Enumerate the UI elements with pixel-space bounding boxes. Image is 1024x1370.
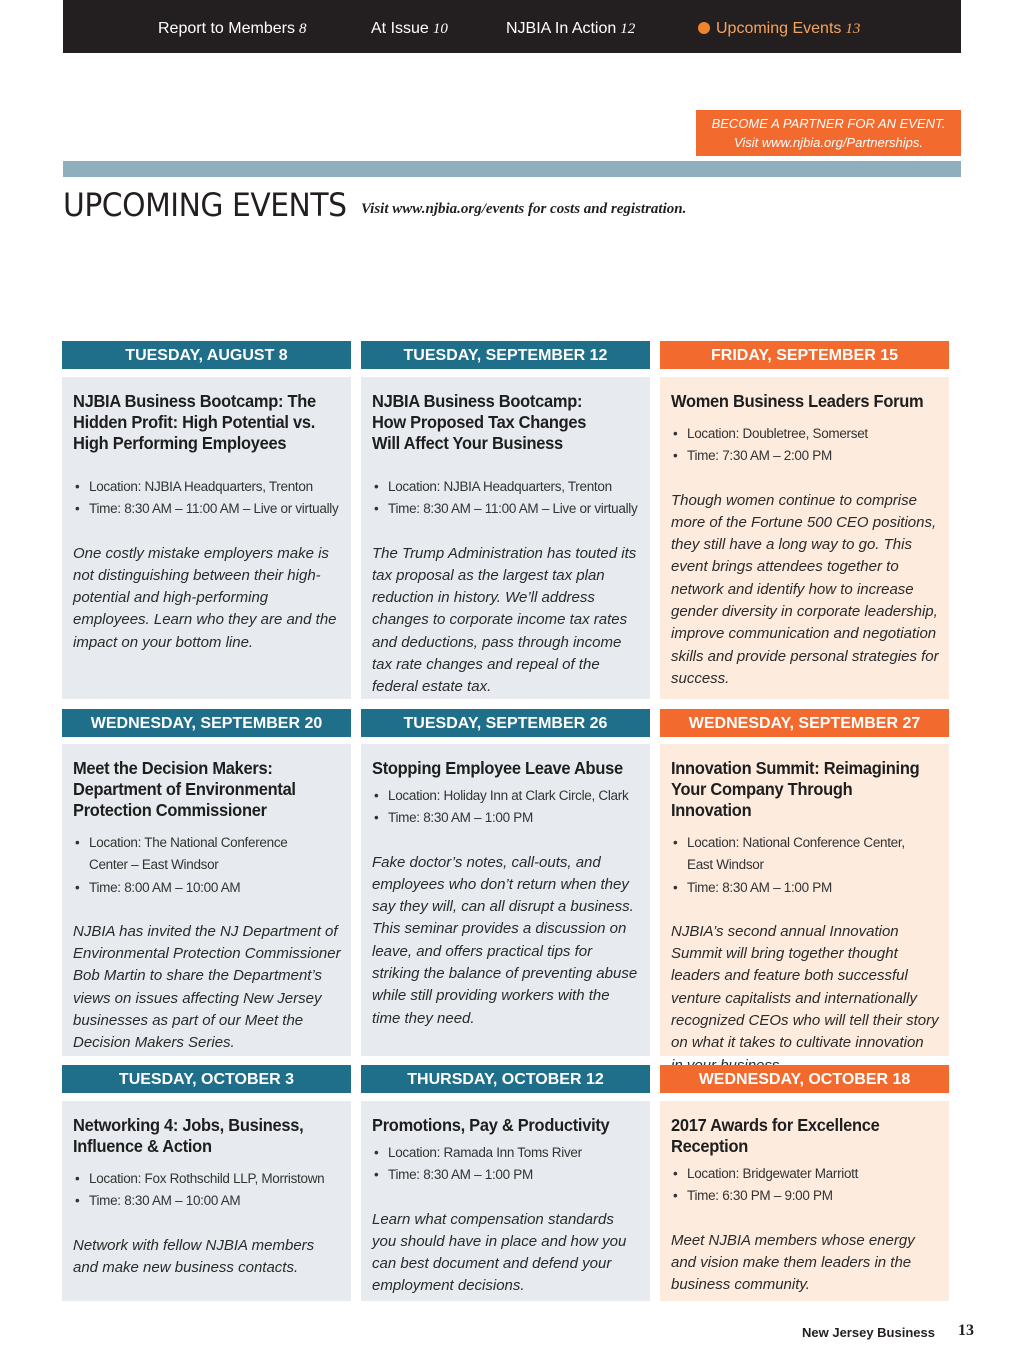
event-description: Network with fellow NJBIA members and make new business contacts. (73, 1236, 315, 1276)
event-location: • Location: NJBIA Headquarters, Trenton (372, 476, 640, 498)
event-card (361, 744, 650, 1056)
event-date: WEDNESDAY, OCTOBER 18 (660, 1065, 949, 1093)
nav-item-njbia-in-action[interactable] (506, 20, 635, 38)
event-title: NJBIA Business Bootcamp: The Hidden Profit: High Potential vs. High Performing Employees (73, 391, 316, 453)
event-time: • Time: 8:30 AM – 10:00 AM (73, 1190, 341, 1212)
event-time: • Time: 8:30 AM – 11:00 AM – Live or virtually (372, 498, 640, 520)
nav-page-number: 10 (432, 21, 448, 37)
event-card (660, 1101, 949, 1301)
event-location: • Location: Holiday Inn at Clark Circle, Clark (372, 785, 640, 807)
event-card (62, 744, 351, 1056)
event-time: • Time: 8:30 AM – 1:00 PM (372, 807, 640, 829)
nav-page-number: 8 (298, 21, 307, 37)
event-date: TUESDAY, OCTOBER 3 (62, 1065, 351, 1093)
event-details (671, 832, 939, 899)
event-card (660, 744, 949, 1056)
nav-item-at-issue[interactable] (371, 20, 448, 38)
nav-label: At Issue (371, 20, 429, 37)
top-navigation (63, 0, 961, 53)
section-divider (63, 161, 961, 177)
event-date: TUESDAY, SEPTEMBER 12 (361, 341, 650, 369)
event-date: WEDNESDAY, SEPTEMBER 20 (62, 709, 351, 737)
event-description: The Trump Administration has touted its tax proposal as the largest tax plan reduction in history. We’ll address changes to corporate income tax rates and deductions, pass through income tax rate changes and repeal of the federal estate tax. (372, 544, 637, 696)
event-location: • Location: National Conference Center, East Windsor (671, 832, 919, 877)
event-card (62, 377, 351, 699)
event-details (671, 1163, 939, 1208)
event-title: Meet the Decision Makers: Department of Environmental Protection Commissioner (73, 758, 296, 820)
event-time: • Time: 8:30 AM – 1:00 PM (372, 1164, 640, 1186)
event-time: • Time: 6:30 PM – 9:00 PM (671, 1185, 939, 1207)
event-title: Networking 4: Jobs, Business, Influence & Action (73, 1115, 304, 1156)
event-title: Promotions, Pay & Productivity (372, 1115, 610, 1135)
event-description: Though women continue to comprise more of the Fortune 500 CEO positions, they still have a long way to go. This event brings attendees together to network and identify how to increase gender diversity in corporate leadership, improve communication and negotiation skills and provide personal strategies for success. (671, 491, 939, 687)
nav-label: NJBIA In Action (506, 20, 617, 37)
event-description: Meet NJBIA members whose energy and vision make them leaders in the business community. (671, 1231, 915, 1294)
event-description: Fake doctor’s notes, call-outs, and employees who don’t return when they say they will, can all disrupt a business. This seminar provides a discussion on leave, and offers practical tips for striking the balance of preventing abuse while still providing workers with the time they need. (372, 853, 638, 1027)
event-date: FRIDAY, SEPTEMBER 15 (660, 341, 949, 369)
event-location: • Location: NJBIA Headquarters, Trenton (73, 476, 341, 498)
page-subtitle: Visit www.njbia.org/events for costs and registration. (361, 201, 687, 217)
event-description: NJBIA has invited the NJ Department of Environmental Protection Commissioner Bob Martin to share the Department’s views on issues affecting New Jersey businesses as part of our Meet the Decision Makers Series. (73, 922, 341, 1052)
event-description: One costly mistake employers make is not distinguishing between their high-potential and high-performing employees. Learn who they are and the impact on your bottom line. (73, 544, 337, 651)
event-card (62, 1101, 351, 1301)
event-date: THURSDAY, OCTOBER 12 (361, 1065, 650, 1093)
partner-line-2: Visit www.njbia.org/Partnerships. (733, 135, 924, 150)
event-title: Women Business Leaders Forum (671, 391, 924, 411)
event-details (372, 785, 640, 830)
nav-item-upcoming-events[interactable] (698, 20, 860, 38)
event-details (372, 1142, 640, 1187)
page-title: UPCOMING EVENTS (63, 186, 347, 224)
event-location: • Location: Bridgewater Marriott (671, 1163, 939, 1185)
event-details (372, 476, 640, 521)
event-description: Learn what compensation standards you should have in place and how you can best document and defend your employment decisions. (372, 1210, 627, 1295)
event-card (361, 377, 650, 699)
nav-label: Upcoming Events (716, 20, 842, 37)
nav-page-number: 12 (620, 21, 636, 37)
event-date: WEDNESDAY, SEPTEMBER 27 (660, 709, 949, 737)
event-title: Stopping Employee Leave Abuse (372, 758, 623, 778)
event-location: • Location: Doubletree, Somerset (671, 423, 939, 445)
nav-label: Report to Members (158, 20, 295, 37)
event-location: • Location: Fox Rothschild LLP, Morristown (73, 1168, 341, 1190)
partner-line-1: BECOME A PARTNER FOR AN EVENT. (711, 116, 946, 131)
event-details (73, 832, 341, 899)
event-time: • Time: 8:30 AM – 1:00 PM (671, 877, 919, 899)
page-number: 13 (958, 1322, 974, 1339)
event-title: Innovation Summit: Reimagining Your Company Through Innovation (671, 758, 920, 820)
event-details (671, 423, 939, 468)
event-time: • Time: 8:00 AM – 10:00 AM (73, 877, 301, 899)
partner-callout[interactable] (696, 110, 961, 156)
event-time: • Time: 8:30 AM – 11:00 AM – Live or virtually (73, 498, 341, 520)
event-time: • Time: 7:30 AM – 2:00 PM (671, 445, 939, 467)
event-date: TUESDAY, AUGUST 8 (62, 341, 351, 369)
event-title: 2017 Awards for Excellence Reception (671, 1115, 880, 1156)
event-details (73, 1168, 341, 1213)
current-section-dot-icon (698, 22, 710, 34)
event-card (660, 377, 949, 699)
event-location: • Location: Ramada Inn Toms River (372, 1142, 640, 1164)
publication-name: New Jersey Business (802, 1325, 935, 1340)
event-location: • Location: The National Conference Center – East Windsor (73, 832, 301, 877)
event-details (73, 476, 341, 521)
event-card (361, 1101, 650, 1301)
nav-page-number: 13 (845, 21, 861, 37)
event-date: TUESDAY, SEPTEMBER 26 (361, 709, 650, 737)
event-title: NJBIA Business Bootcamp: How Proposed Tax Changes Will Affect Your Business (372, 391, 587, 453)
event-description: NJBIA’s second annual Innovation Summit will bring together thought leaders and feature both successful venture capitalists and internationally recognized CEOs who will tell their story on what it takes to cultivate innovation (671, 922, 939, 1052)
nav-item-report-to-members[interactable] (158, 20, 306, 38)
